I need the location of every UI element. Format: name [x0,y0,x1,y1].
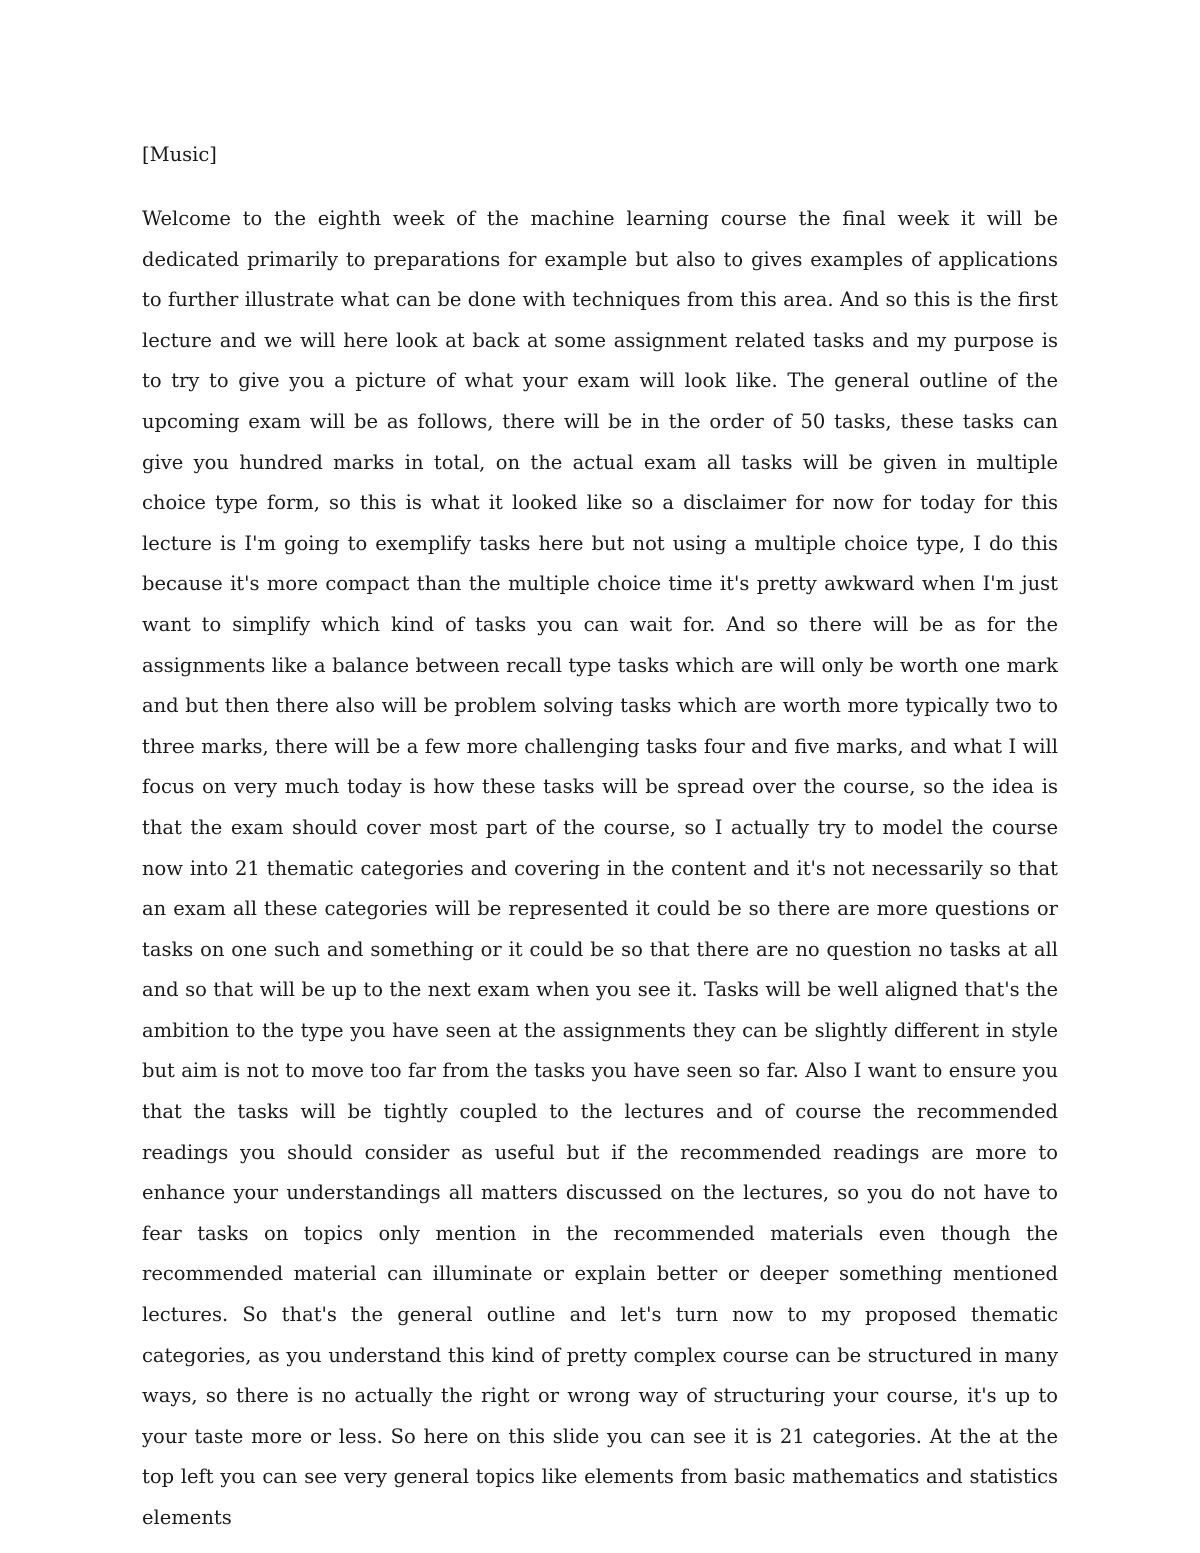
music-tag-heading: [Music] [142,143,217,166]
transcript-paragraph: Welcome to the eighth week of the machine learning course the final week it will be dedicated primarily to preparations for example but also to gives examples of applications to further illustrate what can be done with techniques from this area. And so this is the first lecture and we will here look at back at some assignment related tasks and my purpose is to try to give you a picture of what your exam will look like. The general outline of the upcoming exam will be as follows, there will be in the order of 50 tasks, these tasks can give you hundred marks in total, on the actual exam all tasks will be given in multiple choice type form, so this is what it looked like so a disclaimer for now for today for this lecture is I'm going to exemplify tasks here but not using a multiple choice type, I do this because it's more compact than the multiple choice time it's pretty awkward when I'm just want to simplify which kind of tasks you can wait for. And so there will be as for the assignments like a balance between recall type tasks which are will only be worth one mark and but then there also will be problem solving tasks which are worth more typically two to three marks, there will be a few more challenging tasks four and five marks, and what I will focus on very much today is how these tasks will be spread over the course, so the idea is that the exam should cover most part of the course, so I actually try to model the course now into 21 thematic categories and covering in the content and it's not necessarily so that an exam all these categories will be represented it could be so there are more questions or tasks on one such and something or it could be so that there are no question no tasks at all and so that will be up to the next exam when you see it. Tasks will be well aligned that's the ambition to the type you have seen at the assignments they can be slightly different in style but aim is not to move too far from the tasks you have seen so far. Also I want to ensure you that the tasks will be tightly coupled to the lectures and of course the recommended readings you should consider as useful but if the recommended readings are more to enhance your understandings all matters discussed on the lectures, so you do not have to fear tasks on topics only mention in the recommended materials even though the recommended material can illuminate or explain better or deeper something mentioned lectures. So that's the general outline and let's turn now to my proposed thematic categories, as you understand this kind of pretty complex course can be structured in many ways, so there is no actually the right or wrong way of structuring your course, it's up to your taste more or less. So here on this slide you can see it is 21 categories. At the at the top left you can see very general topics like elements from basic mathematics and statistics elements [142,207,1058,1529]
